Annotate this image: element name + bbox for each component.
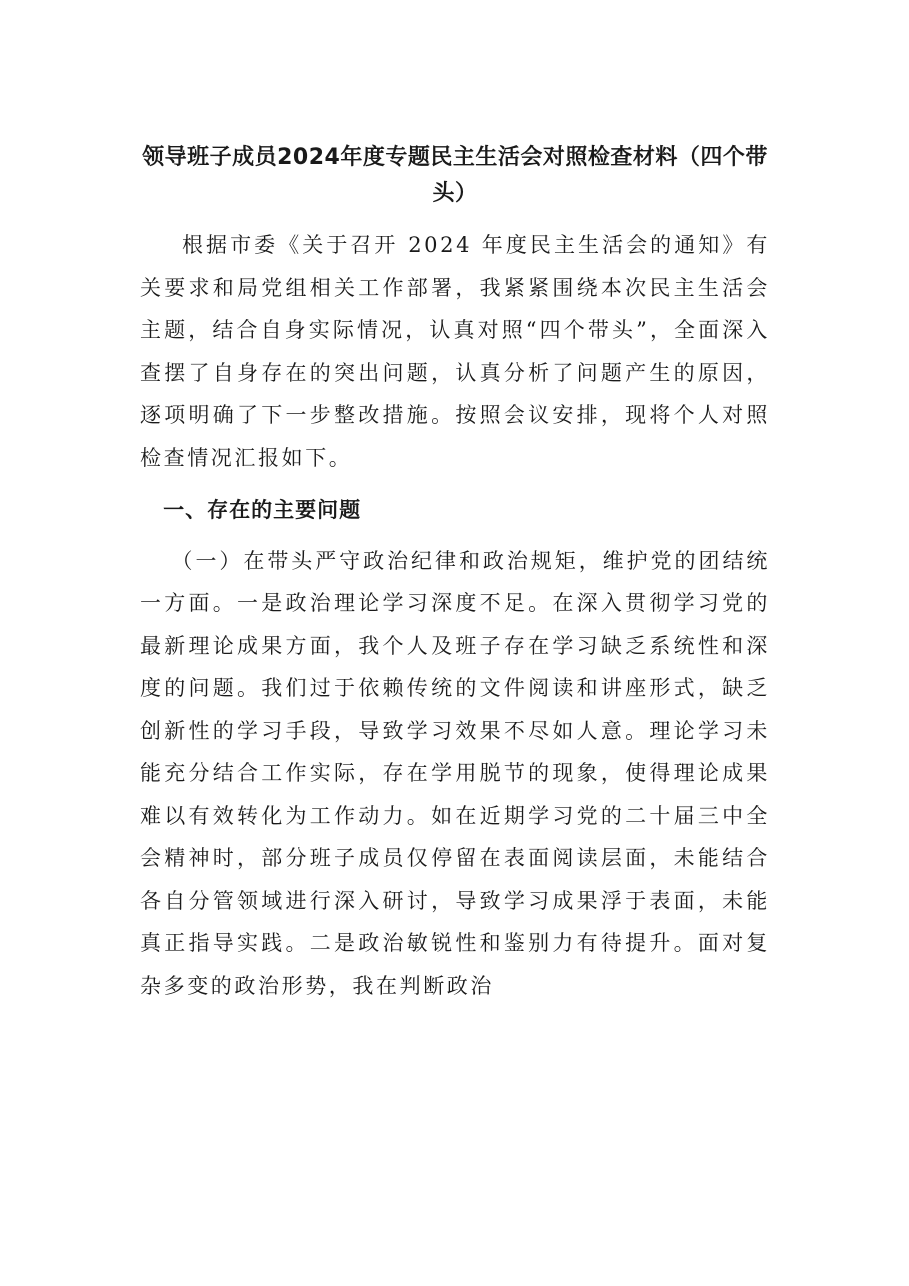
document-page xyxy=(140,140,770,1007)
intro-paragraph: 根据市委《关于召开 2024 年度民主生活会的通知》有关要求和局党组相关工作部署，我紧紧围绕本次民主生活会主题，结合自身实际情况，认真对照“四个带头”，全面深入查摆了自身存在的突出问题，认真分析了问题产生的原因，逐项明确了下一步整改措施。按照会议安排，现将个人对照检查情况汇报如下。 xyxy=(140,233,770,470)
document-title: 领导班子成员2024年度专题民主生活会对照检查材料（四个带头） xyxy=(142,145,768,206)
section-heading: 一、存在的主要问题 xyxy=(163,498,362,522)
section-paragraph: （一）在带头严守政治纪律和政治规矩，维护党的团结统一方面。一是政治理论学习深度不足。在深入贯彻学习党的最新理论成果方面，我个人及班子存在学习缺乏系统性和深度的问题。我们过于依赖传统的文件阅读和讲座形式，缺乏创新性的学习手段，导致学习效果不尽如人意。理论学习未能充分结合工作实际，存在学用脱节的现象，使得理论成果难以有效转化为工作动力。如在近期学习党的二十届三中全会精神时，部分班子成员仅停留在表面阅读层面，未能结合各自分管领域进行深入研讨，导致学习成果浮于表面，未能真正指导实践。二是政治敏锐性和鉴别力有待提升。面对复杂多变的政治形势，我在判断政治 xyxy=(140,548,770,998)
